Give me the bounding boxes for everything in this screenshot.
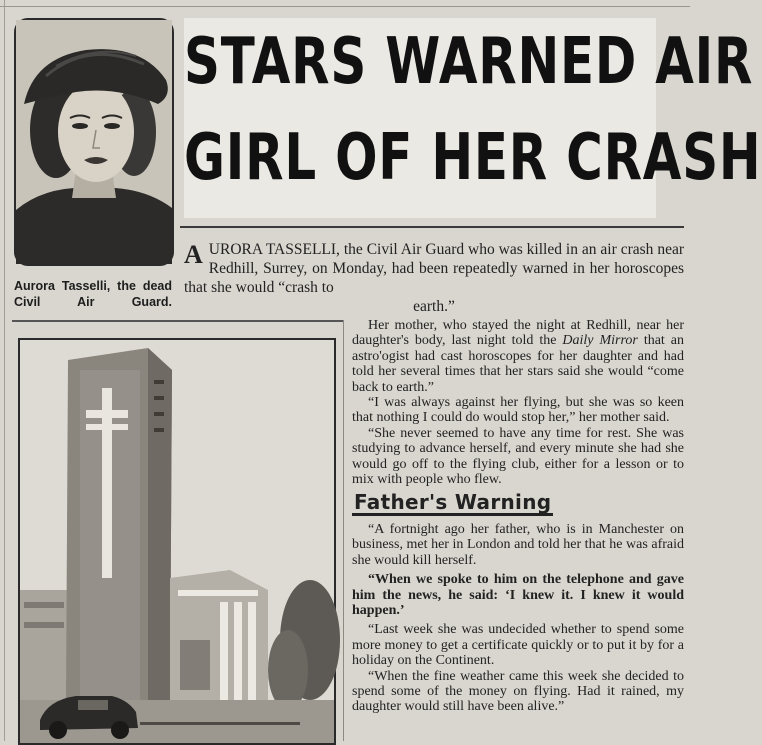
headline	[184, 14, 762, 206]
article-paragraph-6: “Last week she was undecided whether to spend some more money to get a certificate quickly or to put it by for a holiday on the Continent.	[352, 622, 684, 669]
article-paragraph-7: “When the fine weather came this week she decided to spend some of the money on flying. Had it rained, my daughter would still have been alive.”	[352, 668, 684, 715]
article-paragraph-5: “When we spoke to him on the telephone and gave him the news, he said: ‘I knew it. I knew it would happen.’	[352, 572, 684, 618]
column-divider	[343, 320, 344, 741]
intro-last-line: earth.”	[413, 298, 455, 315]
headline-rule	[180, 226, 684, 228]
headline-line-1: STARS WARNED AIR	[184, 25, 754, 99]
intro-paragraph	[184, 240, 684, 316]
article-paragraph-3: “She never seemed to have any time for rest. She was studying to advance herself, and every minute she had she would go off to the flying club, either for a lesson or to mix with people who flew.	[352, 425, 684, 488]
subhead: Father's Warning	[354, 490, 552, 515]
left-column-rule	[12, 320, 344, 322]
portrait-photo	[14, 18, 174, 266]
intro-text: URORA TASSELLI, the Civil Air Guard who was killed in an air crash near Redhill, Surrey, on Monday, had been repeatedly warned in her horoscopes that she would “crash to	[184, 241, 684, 296]
newspaper-name: Daily Mirror	[562, 333, 638, 349]
article-paragraph-1: Her mother, who stayed the night at Redhill, near her daughter's body, last night told the Daily Mirror that an astro'ogist had cast horoscopes for her daughter and had told her several times that her stars said she would “come back to earth.”	[352, 318, 684, 395]
top-rule	[0, 6, 690, 7]
article-paragraph-4: “A fortnight ago her father, who is in Manchester on business, met her in London and told her that he was afraid she would kill herself.	[352, 521, 684, 568]
portrait-caption: Aurora Tasselli, the dead Civil Air Guard.	[14, 279, 172, 309]
left-rule	[4, 0, 5, 741]
article-column	[352, 318, 684, 715]
drop-cap: A	[184, 240, 203, 269]
building-photo	[18, 338, 336, 745]
headline-line-2: GIRL OF HER CRASH	[184, 121, 762, 195]
subhead-wrap	[352, 490, 684, 515]
article-paragraph-2: “I was always against her flying, but she was so keen that nothing I could do would stop her,” her mother said.	[352, 395, 684, 426]
